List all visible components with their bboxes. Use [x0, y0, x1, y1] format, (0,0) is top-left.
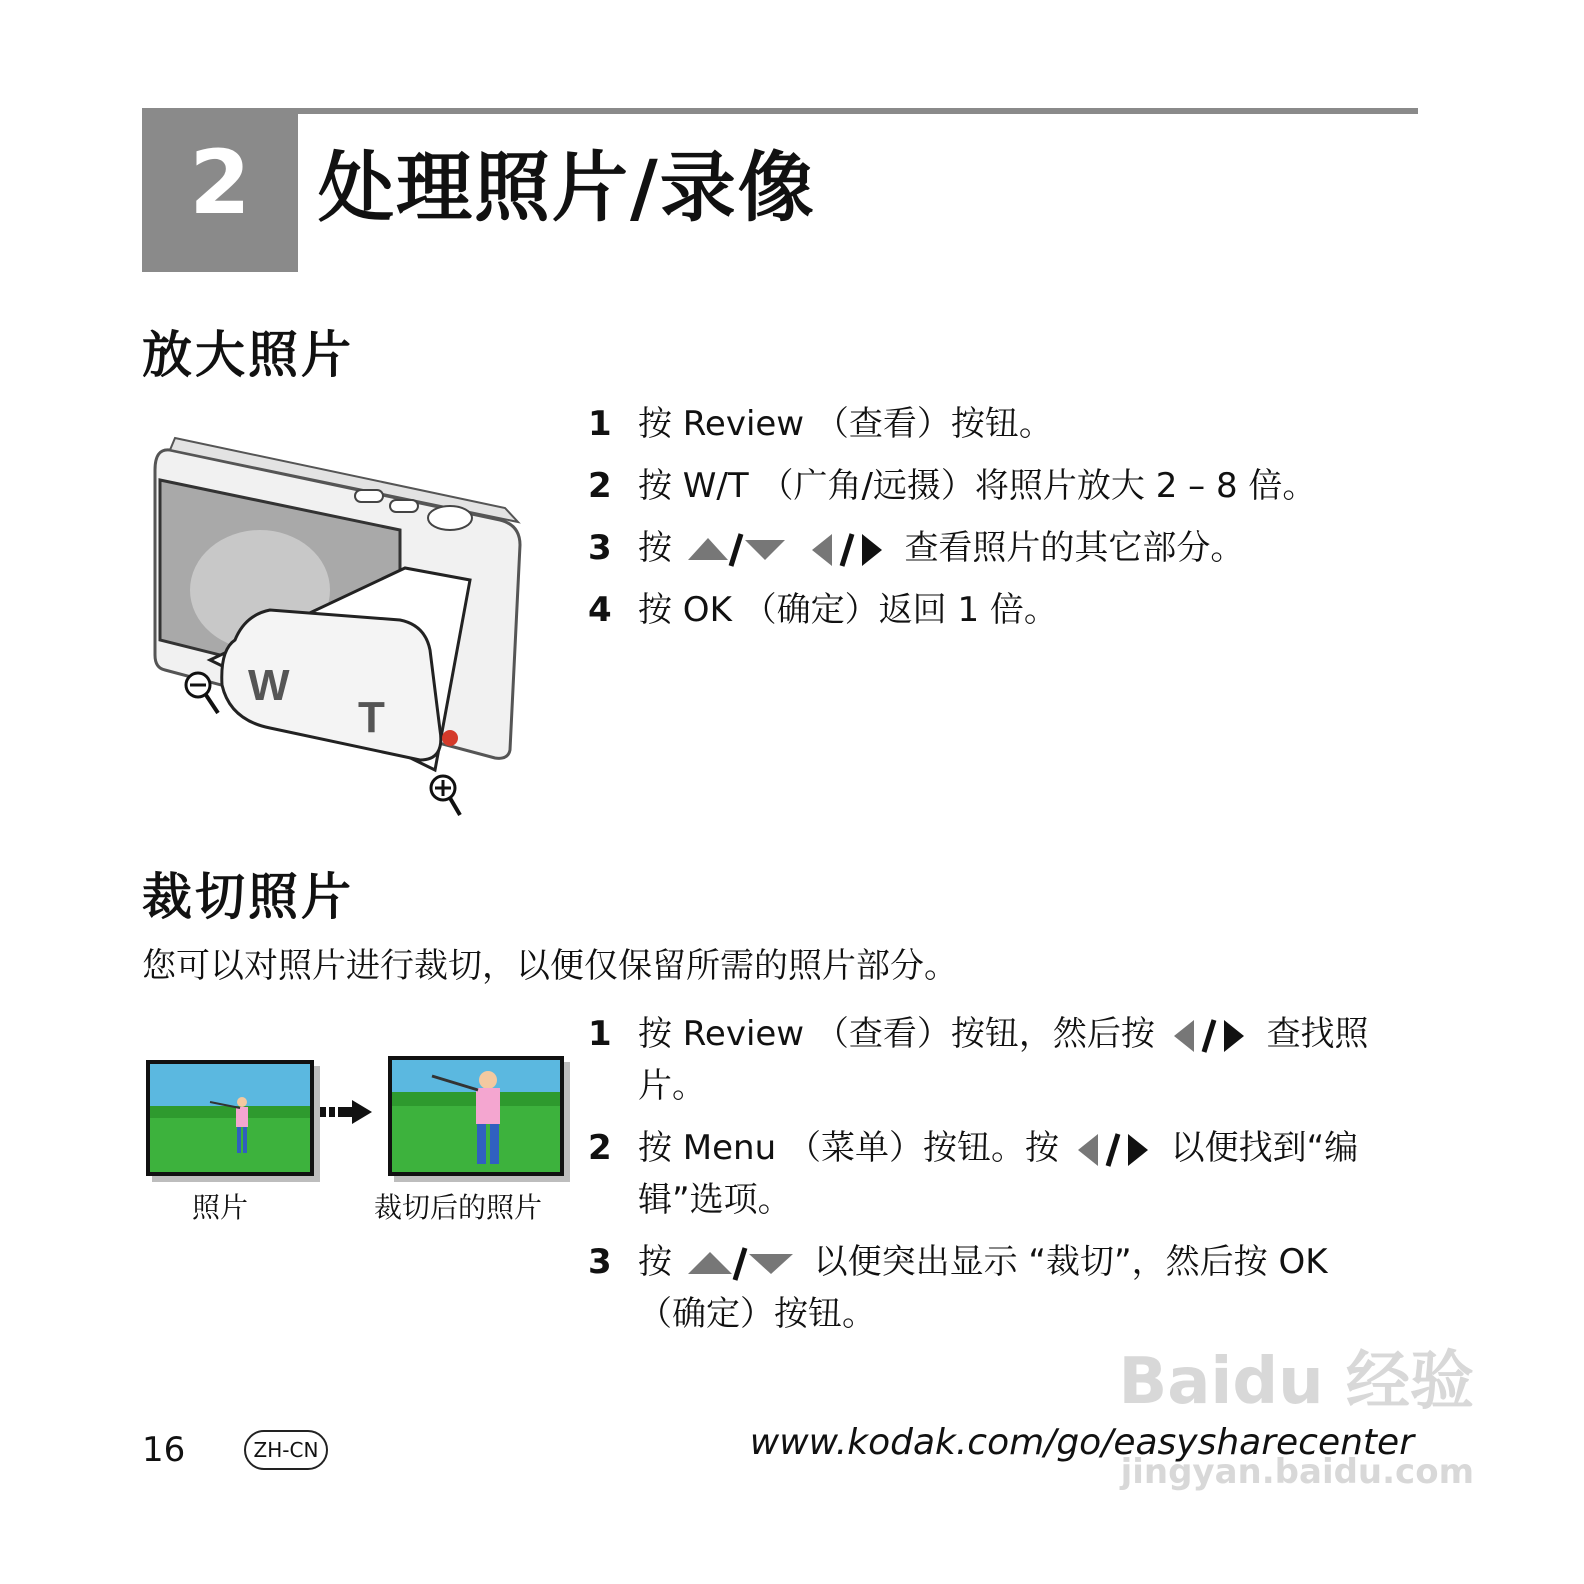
- step-text-after: 以便找到“编辑”选项。: [638, 1128, 1359, 1220]
- page-number: 16: [142, 1430, 186, 1470]
- zoom-heading: 放大照片: [142, 326, 354, 384]
- crop-step: [588, 1008, 1398, 1112]
- step-number: 2: [588, 1128, 612, 1168]
- left-right-arrows-icon: [1070, 1130, 1160, 1170]
- step-text-after: 查找照片。: [638, 1014, 1369, 1106]
- chapter-number: 2: [189, 131, 251, 234]
- zoom-step: [588, 522, 1398, 574]
- caption-before: 照片: [192, 1191, 249, 1224]
- left-right-arrows-icon: [1166, 1016, 1256, 1056]
- step-text: [638, 1008, 1398, 1112]
- step-text: [638, 1236, 1398, 1340]
- step-number: 1: [588, 404, 612, 444]
- step-text: 按 Review （查看）按钮。: [638, 404, 1053, 444]
- crop-steps: [588, 1008, 1398, 1340]
- arrow-right-icon: [318, 1098, 374, 1126]
- zoom-step: [588, 584, 1398, 636]
- step-text: [638, 1122, 1398, 1226]
- step-text-after: 以便突出显示 “裁切”，然后按 OK （确定）按钮。: [638, 1242, 1328, 1334]
- language-badge: ZH-CN: [244, 1430, 328, 1470]
- left-right-arrows-icon: [804, 530, 894, 570]
- camera-illustration: [150, 410, 540, 830]
- crop-step: [588, 1122, 1398, 1226]
- footer-url: www.kodak.com/go/easysharecenter: [749, 1422, 1414, 1463]
- step-text: [638, 522, 1398, 574]
- step-text-before: 按 Review （查看）按钮，然后按: [638, 1014, 1155, 1054]
- step-text: 按 W/T （广角/远摄）将照片放大 2 – 8 倍。: [638, 466, 1317, 506]
- chapter-top-rule: [142, 108, 1418, 114]
- step-number: 4: [588, 590, 612, 630]
- crop-intro: 您可以对照片进行裁切，以便仅保留所需的照片部分。: [142, 946, 958, 986]
- step-text-before: 按 Menu （菜单）按钮。按: [638, 1128, 1059, 1168]
- zoom-steps: [588, 398, 1398, 636]
- w-label: W: [248, 661, 290, 710]
- step-text-before: 按: [638, 1242, 672, 1282]
- photo-before: [146, 1060, 314, 1176]
- step-text-after: 查看照片的其它部分。: [904, 528, 1245, 568]
- zoom-step: [588, 460, 1398, 512]
- step-number: 1: [588, 1014, 612, 1054]
- caption-after: 裁切后的照片: [374, 1191, 543, 1224]
- photo-after: [388, 1056, 564, 1176]
- chapter-title: 处理照片/录像: [318, 143, 816, 232]
- step-text: 按 OK （确定）返回 1 倍。: [638, 590, 1058, 630]
- baidu-watermark: Baidu 经验: [1118, 1345, 1474, 1419]
- up-down-arrows-icon: [683, 1244, 803, 1284]
- step-number: 2: [588, 466, 612, 506]
- crop-step: [588, 1236, 1398, 1340]
- t-label: T: [358, 693, 385, 742]
- zoom-step: [588, 398, 1398, 450]
- step-number: 3: [588, 528, 612, 568]
- step-text-before: 按: [638, 528, 672, 568]
- step-number: 3: [588, 1242, 612, 1282]
- crop-heading: 裁切照片: [142, 868, 354, 926]
- up-down-arrows-icon: [683, 530, 793, 570]
- baidu-watermark-url: jingyan.baidu.com: [1120, 1452, 1474, 1492]
